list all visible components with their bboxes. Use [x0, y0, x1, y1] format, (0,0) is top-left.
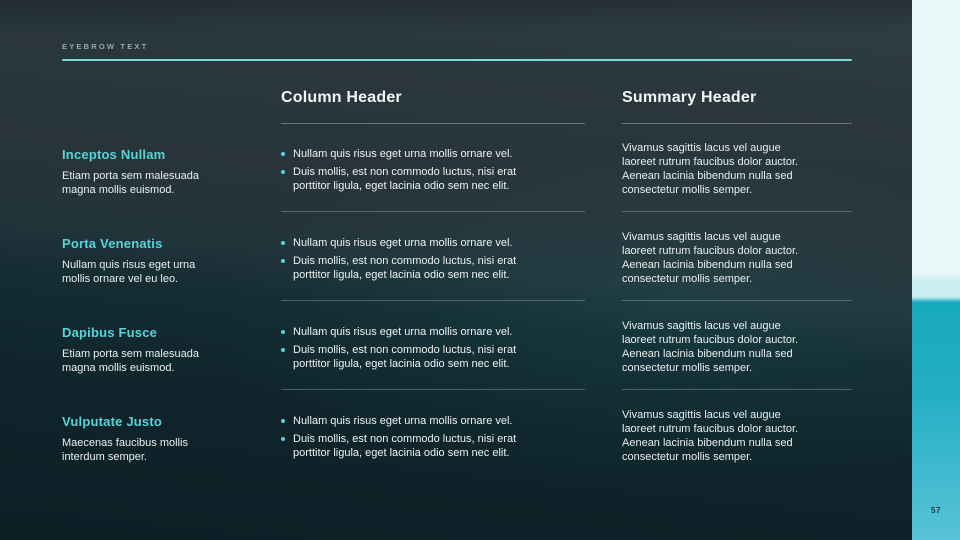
- bullet-list: [281, 147, 553, 193]
- page-number: 57: [931, 506, 941, 515]
- bullet-list: [281, 325, 553, 371]
- bullet-item: [281, 325, 553, 339]
- bullet-item: [281, 432, 553, 460]
- row-title: Dapibus Fusce: [62, 325, 158, 340]
- bullet-dot-icon: [281, 152, 285, 156]
- bullet-text: Nullam quis risus eget urna mollis ornare vel.: [293, 237, 513, 249]
- row-label-cell: [62, 141, 224, 212]
- bullet-item: [281, 147, 553, 161]
- bullet-item: [281, 343, 553, 371]
- bullet-dot-icon: [281, 241, 285, 245]
- bullet-text: Nullam quis risus eget urna mollis ornare vel.: [293, 148, 513, 160]
- bullet-list: [281, 236, 553, 282]
- row-description: Maecenas faucibus mollis interdum semper.: [62, 437, 188, 463]
- bullet-dot-icon: [281, 330, 285, 334]
- row-title: Inceptos Nullam: [62, 147, 166, 162]
- summary-header: Summary Header: [622, 89, 757, 106]
- summary-header-underline: [622, 123, 852, 124]
- bullet-dot-icon: [281, 259, 285, 263]
- row-label-cell: [62, 408, 224, 479]
- bullet-item: [281, 254, 553, 282]
- row-bullets-cell: [281, 408, 585, 479]
- bullet-dot-icon: [281, 419, 285, 423]
- column-header: Column Header: [281, 89, 402, 106]
- bullet-text: Duis mollis, est non commodo luctus, nisi erat porttitor ligula, eget lacinia odio sem nec elit.: [293, 433, 517, 459]
- row-bullets-cell: [281, 230, 585, 301]
- table-row: [0, 230, 960, 319]
- row-bullets-cell: [281, 319, 585, 390]
- row-title: Porta Venenatis: [62, 236, 163, 251]
- table-row: [0, 408, 960, 497]
- row-label-cell: [62, 319, 224, 390]
- bullet-dot-icon: [281, 170, 285, 174]
- row-summary-cell: [622, 408, 852, 479]
- row-description: Nullam quis risus eget urna mollis ornare vel eu leo.: [62, 259, 196, 285]
- accent-rule: [62, 59, 852, 61]
- row-description: Etiam porta sem malesuada magna mollis euismod.: [62, 348, 199, 374]
- table-row: [0, 141, 960, 230]
- summary-text: Vivamus sagittis lacus vel augue laoreet rutrum faucibus dolor auctor. Aenean lacinia bibendum nulla sed consectetur mollis semper.: [622, 320, 799, 374]
- summary-text: Vivamus sagittis lacus vel augue laoreet rutrum faucibus dolor auctor. Aenean lacinia bibendum nulla sed consectetur mollis semper.: [622, 409, 799, 463]
- bullet-item: [281, 414, 553, 428]
- bullet-list: [281, 414, 553, 460]
- bullet-item: [281, 236, 553, 250]
- bullet-dot-icon: [281, 437, 285, 441]
- bullet-text: Nullam quis risus eget urna mollis ornare vel.: [293, 415, 513, 427]
- summary-text: Vivamus sagittis lacus vel augue laoreet rutrum faucibus dolor auctor. Aenean lacinia bibendum nulla sed consectetur mollis semper.: [622, 142, 799, 196]
- bullet-dot-icon: [281, 348, 285, 352]
- row-bullets-cell: [281, 141, 585, 212]
- bullet-text: Duis mollis, est non commodo luctus, nisi erat porttitor ligula, eget lacinia odio sem nec elit.: [293, 166, 517, 192]
- summary-text: Vivamus sagittis lacus vel augue laoreet rutrum faucibus dolor auctor. Aenean lacinia bibendum nulla sed consectetur mollis semper.: [622, 231, 799, 285]
- row-summary-cell: [622, 319, 852, 390]
- column-header-underline: [281, 123, 585, 124]
- row-description: Etiam porta sem malesuada magna mollis euismod.: [62, 170, 199, 196]
- bullet-item: [281, 165, 553, 193]
- row-summary-cell: [622, 141, 852, 212]
- bullet-text: Duis mollis, est non commodo luctus, nisi erat porttitor ligula, eget lacinia odio sem nec elit.: [293, 255, 517, 281]
- row-title: Vulputate Justo: [62, 414, 163, 429]
- row-label-cell: [62, 230, 224, 301]
- bullet-text: Nullam quis risus eget urna mollis ornare vel.: [293, 326, 513, 338]
- row-summary-cell: [622, 230, 852, 301]
- bullet-text: Duis mollis, est non commodo luctus, nisi erat porttitor ligula, eget lacinia odio sem nec elit.: [293, 344, 517, 370]
- table-row: [0, 319, 960, 408]
- eyebrow-text: EYEBROW TEXT: [62, 42, 149, 51]
